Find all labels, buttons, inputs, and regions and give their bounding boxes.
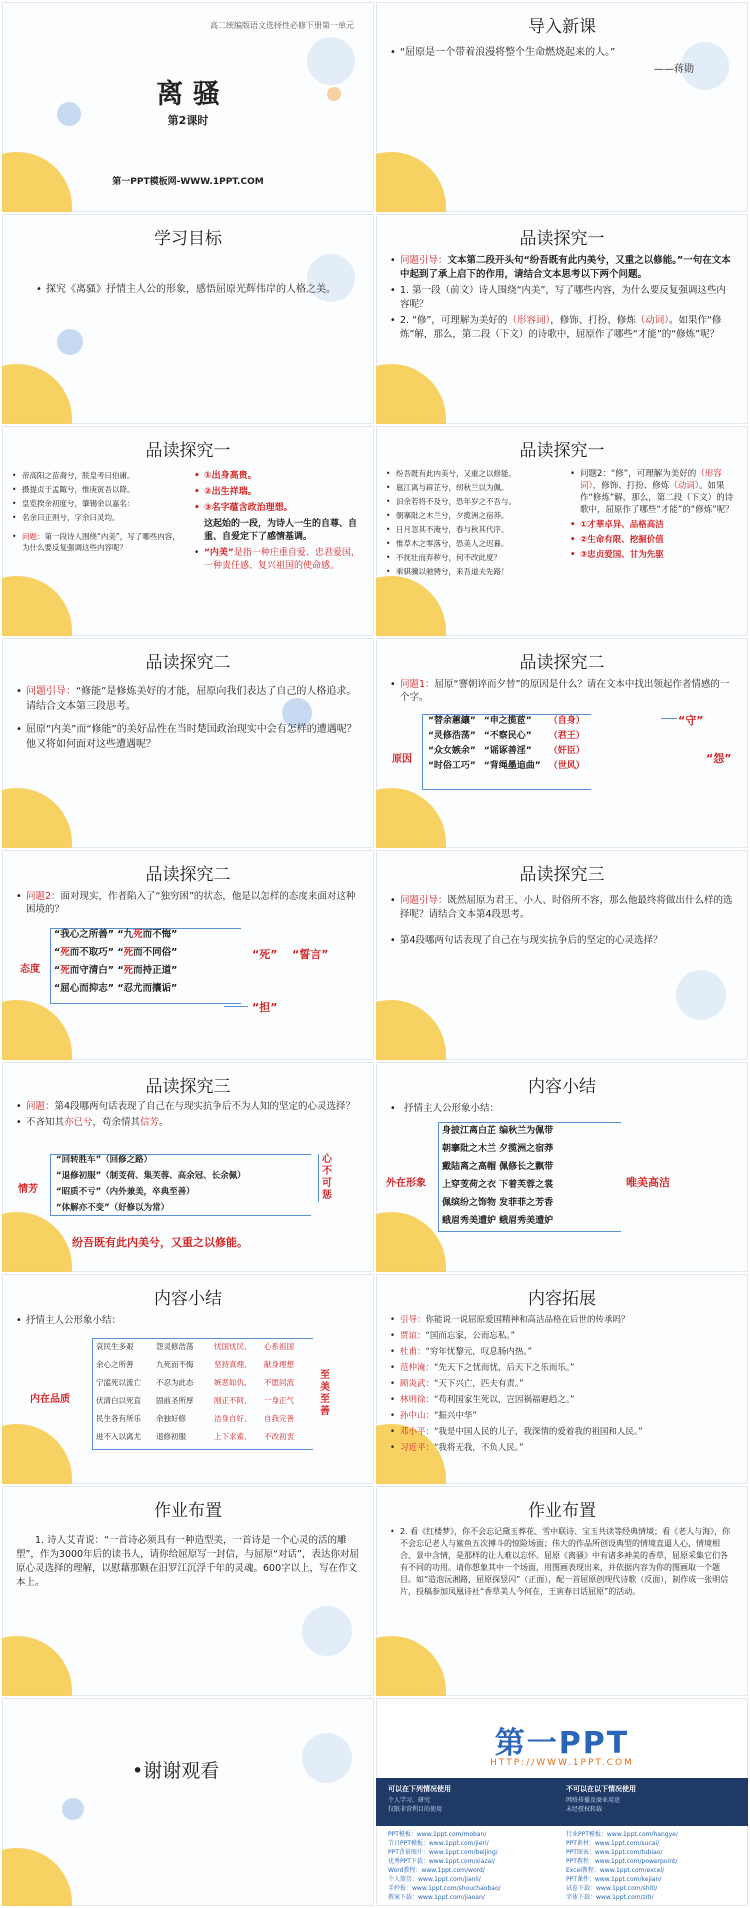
decor-circle xyxy=(302,1606,352,1656)
slide-2-intro[interactable] xyxy=(376,2,748,212)
intro-quote: • “屈原是一个带着浪漫将整个生命燃烧起来的人。” xyxy=(390,46,734,60)
key-line: • 不吝知其亦已兮，苟余情其信芳。 xyxy=(16,1116,360,1129)
poem-line: • 纷吾既有此内美兮，又重之以修能。 xyxy=(386,468,566,479)
answer-2: • ②出生祥瑞。 xyxy=(194,486,364,499)
lesson-subtitle: 第2课时 xyxy=(167,114,209,127)
links-col-1[interactable]: PPT模板：www.1ppt.com/moban/ 节日PPT模板：www.1ppt.com/jieri/ PPT背景图片：www.1ppt.com/beijing/ 优秀PPT下载：www.1ppt.com/xiazai/ Word教程：www.1ppt.com/word/ 个人简历：www.1ppt.com/jianli/ 手抄报：www.1ppt.com/shouchaobao/ 教案下载：www.1ppt.com/jiaoan/ xyxy=(388,1831,501,1901)
decor-circle xyxy=(2,1636,72,1696)
allowed-title: 可以在下列情况使用 xyxy=(388,1785,451,1793)
keyword-si: “死” xyxy=(252,948,278,961)
lead-label: 问题引导： xyxy=(26,686,76,697)
slide-16-homework[interactable] xyxy=(376,1486,748,1696)
decor-circle xyxy=(62,1798,84,1820)
answer-2: • ②生命有限、挖掘价值 xyxy=(570,534,740,546)
slide-5-explore1[interactable] xyxy=(2,426,374,636)
list-item: • 顾炎武：“天下兴亡，匹夫有责。” xyxy=(390,1378,734,1391)
slide-9-explore2[interactable]: 品读探究二 • 问题2：面对现实，作者陷入了“独穷困”的状态，他是以怎样的态度来面对这种困境的？ 态度 “我心之所善” “九死而不悔” “死而不取巧” “死而不同俗” “死而守清白” “死而持正道” “屈心而抑志” “忍尤而攘诟” “死” “誓言” “担” xyxy=(2,850,374,1060)
slide-18-credits[interactable] xyxy=(376,1698,748,1906)
thanks-text: •谢谢观看 xyxy=(132,1760,220,1782)
arrow xyxy=(661,718,677,719)
list-item: • 邓小平：“我是中国人民的儿子，我深情的爱着我的祖国和人民。” xyxy=(390,1426,734,1439)
lead-label: 问题引导： xyxy=(400,255,448,266)
question: • 屈原“内美”而“修能”的美好品性在当时楚国政治现实中会有怎样的遭遇呢？他又将如何面对这些遭遇呢？ xyxy=(16,722,360,752)
choice-lines: “回转胜车”（回修之路） “退修初服”（制芰荷、集芙蓉、高余冠、长余佩） “昭质不亏”（内外兼美，卒典至善） “体解亦不变”（好修以为常） xyxy=(56,1155,246,1213)
slide-12-summary[interactable] xyxy=(376,1062,748,1272)
slide-title: 品读探究二 xyxy=(145,865,231,885)
answer-3: • ③名字蕴含政治理想。 xyxy=(194,502,364,515)
homework-text: • 2. 看《红楼梦》，你不会忘记黛玉葬花、雪中联诗、宝玉共读等经典情境；看《老人与海》，你不会忘记老人与鲨鱼五次搏斗的惊险场面；伟大的作品所创设典型的情境直逼人心，情境相合、景中含情，是那样的让人难以忘怀。屈原《离骚》中有诸多神美的香草，屈原采集它们各有不同的功用。请你想象其中一个场面，用图画表现出来，并依据内容为你的图画取一个题目。如“造泡沅湘路，屈原探竖闪”（正面），配一首屈原创现代诗歌（反面），制作成一张明信片，投稿参加凤凰诗社“香草美人今何在，王寅春日话屈原”的活动。 xyxy=(390,1526,734,1598)
list-item: • 孙中山：“振兴中华” xyxy=(390,1410,734,1423)
decor-circle xyxy=(376,1212,446,1272)
poem-line: • 朝搴阰之木兰兮，夕揽洲之宿莽。 xyxy=(386,510,566,521)
slide-title: 品读探究三 xyxy=(145,1077,231,1097)
decor-circle xyxy=(2,576,72,636)
decor-circle xyxy=(2,1212,72,1272)
slide-title: 内容小结 xyxy=(528,1077,596,1097)
slide-10-explore3[interactable]: 品读探究三 • 问题引导：既然屈原为君王、小人、时俗所不容，那么他最终将做出什么样的选择呢？请结合文本第4段思考。 • 第4段哪两句话表现了自己在与现实抗争后的坚定的心灵选择？ xyxy=(376,850,748,1060)
quality-col-3: 忧国忧民、 坚持真理、 嫉恶如仇、 刚正不阿、 洁身自好、 上下求索、 xyxy=(214,1342,252,1441)
links-col-2[interactable]: 行业PPT模板：www.1ppt.com/hangye/ PPT素材：www.1ppt.com/sucai/ PPT图表：www.1ppt.com/tubiao/ PPT教程：www.1ppt.com/powerpoint/ Excel教程：www.1ppt.com/excel/ PPT课件：www.1ppt.com/kejian/ 试卷下载：www.1ppt.com/shiti/ 字体下载：www.1ppt.com/ziti/ xyxy=(566,1831,678,1901)
list-item: • 林则徐：“苟利国家生死以，岂因祸福避趋之。” xyxy=(390,1394,734,1407)
decor-circle xyxy=(2,1424,72,1484)
quality-col-1: 哀民生多艰 余心之所善 宁溘死以流亡 伏清白以死直 民生各有所乐 进不入以离尤 xyxy=(96,1342,141,1441)
answer-1: • ①出身高贵。 xyxy=(194,470,364,483)
decor-circle xyxy=(676,970,726,1020)
list-item: • 杜甫：“穷年忧黎元，叹息肠内热。” xyxy=(390,1346,734,1359)
slide-title: 作业布置 xyxy=(154,1501,222,1521)
forbidden-title: 不可以在以下情况使用 xyxy=(566,1785,636,1793)
homework-text: 1. 诗人艾青说：“一首诗必须具有一种造型美，一首诗是一个心灵的活的雕塑”，作为3000年后的读书人，请你给屈原写一封信，与屈原“对话”，表达你对屈原心灵选择的理解，以慰藉那颗在汨罗江沉浮千年的灵魂。600字以上，写在作文本上。 xyxy=(16,1535,359,1588)
question-2: • 第4段哪两句话表现了自己在与现实抗争后的坚定的心灵选择？ xyxy=(390,934,734,948)
question-2: • 2. “修”，可理解为美好的（形容词），修饰、打扮、修炼（动词）。如果作“修炼”解，那么，第二段（下文）的诗歌中，屈原作了哪些“才能”的“修炼”呢？ xyxy=(390,314,734,341)
keyword-dan: “担” xyxy=(252,1001,278,1014)
outer-label: 外在形象 xyxy=(386,1178,426,1189)
slide-title: 品读探究二 xyxy=(519,653,605,673)
quality-col-4: 心系祖国 献身理想 不愿同流 一身正气 自我完善 不改初衷 xyxy=(264,1342,294,1441)
decor-circle xyxy=(2,788,72,848)
neimei-text: 是指一种庄重自爱、忠君爱国，一种责任感、复兴祖国的使命感。 xyxy=(204,548,360,571)
image-lines: 身披江离白芷 编秋兰为佩带 朝搴阰之木兰 夕揽洲之宿莽 戴陆离之高帽 佩修长之飘带 上穿芰荷之衣 下着芙蓉之裳 佩缤纷之饰物 发菲菲之芳香 蛾眉秀美遭妒 蛾眉秀美遭妒 xyxy=(442,1126,554,1226)
slide-title: 内容小结 xyxy=(154,1289,222,1309)
poem-line: • 帝高阳之苗裔兮，朕皇考曰伯庸。 xyxy=(12,470,187,481)
poem-line: • 惟草木之零落兮，恐美人之迟暮。 xyxy=(386,538,566,549)
poem-line: • 扈江离与辟芷兮，纫秋兰以为佩。 xyxy=(386,482,566,493)
lead-text: 文本第二段开头句“纷吾既有此内美兮，又重之以修能。”一句在文本中起到了承上启下的作用，请结合文本思考以下两个问题。 xyxy=(400,255,731,280)
question-text: 第一段诗人围绕“内美”，写了哪些内容，为什么要反复强调这些内容呢？ xyxy=(22,532,180,552)
arrow xyxy=(224,1006,248,1007)
slide-1-cover[interactable] xyxy=(2,2,374,212)
slide-title: 品读探究三 xyxy=(519,865,605,885)
quality-col-2: 怨灵修浩荡 九死而不悔 不忍为此态 固前圣所厚 余独好修 退修初服 xyxy=(156,1342,194,1441)
slide-title: 品读探究二 xyxy=(145,653,231,673)
decor-circle xyxy=(376,1636,446,1696)
list-item: • 习近平：“我将无我，不负人民。” xyxy=(390,1442,734,1455)
slide-17-thanks[interactable] xyxy=(2,1698,374,1906)
poem-line: • 皇览揆余初度兮，肇锡余以嘉名： xyxy=(12,498,187,509)
slide-title: 品读探究一 xyxy=(519,229,605,249)
beauty-label: 唯美高洁 xyxy=(626,1176,670,1189)
list-item: • 范仲淹：“先天下之忧而忧，后天下之乐而乐。” xyxy=(390,1362,734,1375)
quote-author: ——蒋勋 xyxy=(654,64,694,75)
course-header: 高二统编版语文选择性必修下册第一单元 xyxy=(210,21,354,30)
decor-circle xyxy=(2,364,72,424)
slide-3-goal[interactable] xyxy=(2,214,374,424)
attitude-lines: “我心之所善” “九死而不悔” “死而不取巧” “死而不同俗” “死而守清白” “死而持正道” “屈心而抑志” “忍尤而攘诟” xyxy=(54,929,178,994)
attitude-label: 态度 xyxy=(20,964,40,975)
decor-circle xyxy=(376,788,446,848)
slide-7-explore2[interactable] xyxy=(2,638,374,848)
slide-13-summary[interactable] xyxy=(2,1274,374,1484)
list-item: • 贾谊：“国而忘家，公而忘私。” xyxy=(390,1330,734,1343)
brand-logo: 第一PPT xyxy=(494,1726,630,1761)
slide-14-extension[interactable]: 内容拓展 • 引导：你能说一说屈原爱国精神和高洁品格在后世的传承吗？ • 贾谊：“国而忘家，公而忘私。” • 杜甫：“穷年忧黎元，叹息肠内热。” • 范仲淹：“先天下之忧而忧，后天下之乐而乐。” • 顾炎武：“天下兴亡，匹夫有责。” • 林则徐：“苟利国家生死以，岂因祸福避趋之。” • 孙中山：“振兴中华” • 邓小平：“我是中国人民的儿子，我深情的爱着我的祖国和人民。” • 习近平：“我将无我，不负人民。” xyxy=(376,1274,748,1484)
slide-title: 学习目标 xyxy=(154,229,222,249)
goal-text: • 探究《离骚》抒情主人公的形象，感悟屈原光辉伟岸的人格之美。 xyxy=(16,282,360,297)
decor-circle xyxy=(376,1000,446,1060)
decor-circle xyxy=(376,152,446,212)
keyword-yuan: “怨” xyxy=(706,752,732,765)
keyword-oath: “誓言” xyxy=(292,948,329,961)
lead-text: 你能说一说屈原爱国精神和高洁品格在后世的传承吗？ xyxy=(425,1315,630,1325)
question: 面对现实，作者陷入了“独穷困”的状态，他是以怎样的态度来面对这种困境的？ xyxy=(26,891,356,915)
summary-lead: • 抒情主人公形象小结： xyxy=(16,1314,360,1328)
poem-line: • 名余曰正则兮，字余曰灵均。 xyxy=(12,512,187,523)
question-label: 问题： xyxy=(22,532,45,541)
keyword-shou: “守” xyxy=(678,714,704,727)
brand-url[interactable]: HTTP://WWW.1PPT.COM xyxy=(490,1758,634,1768)
slide-title: 品读探究一 xyxy=(519,441,605,461)
slide-11-explore3[interactable]: 品读探究三 • 问题：第4段哪两句话表现了自己在与现实抗争后不为人知的坚定的心灵选择？ • 不吝知其亦已兮，苟余情其信芳。 情芳 “回转胜车”（回修之路） “退修初服”（制芰荷、集芙蓉、高余冠、长余佩） “昭质不亏”（内外兼美，卒典至善） “体解亦不变”（好修以为常） 心不可惩 纷吾既有此内美兮，又重之以修能。 xyxy=(2,1062,374,1272)
poem-line: • 汩余若将不及兮，恐年岁之不吾与。 xyxy=(386,496,566,507)
heart-label: 心不可惩 xyxy=(318,1154,332,1202)
decor-circle xyxy=(376,364,446,424)
supreme-label: 至美至善 xyxy=(320,1370,330,1417)
slide-6-explore1[interactable]: 品读探究一 • 纷吾既有此内美兮，又重之以修能。 • 扈江离与辟芷兮，纫秋兰以为佩。 • 汩余若将不及兮，恐年岁之不吾与。 • 朝搴阰之木兰兮，夕揽洲之宿莽。 • 日月忽其不淹兮，春与秋其代序。 • 惟草木之零落兮，恐美人之迟暮。 • 不抚壮而弃秽兮，何不改此度？ • 乘骐骥以驰骋兮，来吾道夫先路！ • 问题2：“修”，可理解为美好的（形容词），修饰、打扮、修炼（动词）。如果作“修炼”解，那么，第二段（下文）的诗歌中，屈原作了哪些“才能”的“修炼”呢？ • ①才華卓异、品格高洁 • ②生命有限、挖掘价值 • ③忠贞爱国、甘为先驱 xyxy=(376,426,748,636)
inner-label: 内在品质 xyxy=(30,1394,70,1405)
decor-circle xyxy=(57,329,83,355)
reason-table: “替余蕙纕” “申之揽茝” （自身） “灵修浩荡” “不察民心” （君王） “众女嫉余” “谣诼善淫” （奸臣） “时俗工巧” “背绳墨追曲” （世风） xyxy=(428,716,585,771)
slide-4-explore1[interactable] xyxy=(376,214,748,424)
decor-circle xyxy=(302,1733,352,1783)
poem-line: • 不抚壮而弃秽兮，何不改此度？ xyxy=(386,552,566,563)
decor-circle xyxy=(2,1000,72,1060)
info-band: 可以在下列情况使用 个人学习、研究 仅限非营利目的使用 不可以在以下情况使用 网络传播及商业用途 未经授权转载 xyxy=(376,1778,748,1826)
reason-label: 原因 xyxy=(392,754,412,765)
answer-3: • ③忠贞爱国、甘为先驱 xyxy=(570,549,740,561)
question-1: • 1. 第一段（前文）诗人围绕“内美”，写了哪些内容，为什么要反复强调这些内容呢？ xyxy=(390,284,734,311)
slide-title: 内容拓展 xyxy=(528,1289,596,1309)
slide-title: 导入新课 xyxy=(528,17,596,37)
poem-line: • 摄提贞于孟陬兮，惟庚寅吾以降。 xyxy=(12,484,187,495)
neimei-label: “内美” xyxy=(204,548,234,558)
qingfang-label: 情芳 xyxy=(18,1184,38,1195)
poem-line: • 乘骐骥以驰骋兮，来吾道夫先路！ xyxy=(386,566,566,577)
lesson-title: 离 骚 xyxy=(156,79,220,110)
poem-line: • 日月忽其不淹兮，春与秋其代序。 xyxy=(386,524,566,535)
answer-1: • ①才華卓异、品格高洁 xyxy=(570,519,740,531)
decor-circle xyxy=(2,1848,72,1906)
question: 第4段哪两句话表现了自己在与现实抗争后不为人知的坚定的心灵选择？ xyxy=(54,1101,356,1112)
slide-title: 品读探究一 xyxy=(145,441,231,461)
question: 屈原“謇朝谇而夕替”的原因是什么？请在文本中找出领起作者情感的一个字。 xyxy=(400,679,730,703)
slide-8-explore2[interactable]: 品读探究二 • 问题1：屈原“謇朝谇而夕替”的原因是什么？请在文本中找出领起作者情感的一个字。 原因 “替余蕙纕” “申之揽茝” （自身） “灵修浩荡” “不察民心” （君王） “众女嫉余” “谣诼善淫” （奸臣） “时俗工巧” “背绳墨追曲” （世风） “守” “怨” xyxy=(376,638,748,848)
question: 既然屈原为君王、小人、时俗所不容，那么他最终将做出什么样的选择呢？请结合文本第4段思考。 xyxy=(400,895,733,920)
summary: 这起始的一段，为诗人一生的自尊、自重、自爱定下了感情基调。 xyxy=(204,519,358,542)
decor-circle xyxy=(376,576,446,636)
conclusion: 纷吾既有此内美兮，又重之以修能。 xyxy=(72,1236,248,1249)
slide-15-homework[interactable] xyxy=(2,1486,374,1696)
slide-title: 作业布置 xyxy=(528,1501,596,1521)
lead-text: “修能”是修炼美好的才能，屈原向我们表达了自己的人格追求。请结合文本第三段思考。 xyxy=(26,686,357,712)
summary-lead: • 抒情主人公形象小结： xyxy=(390,1102,734,1116)
brand-text: 第一PPT模板网-WWW.1PPT.COM xyxy=(112,177,264,187)
